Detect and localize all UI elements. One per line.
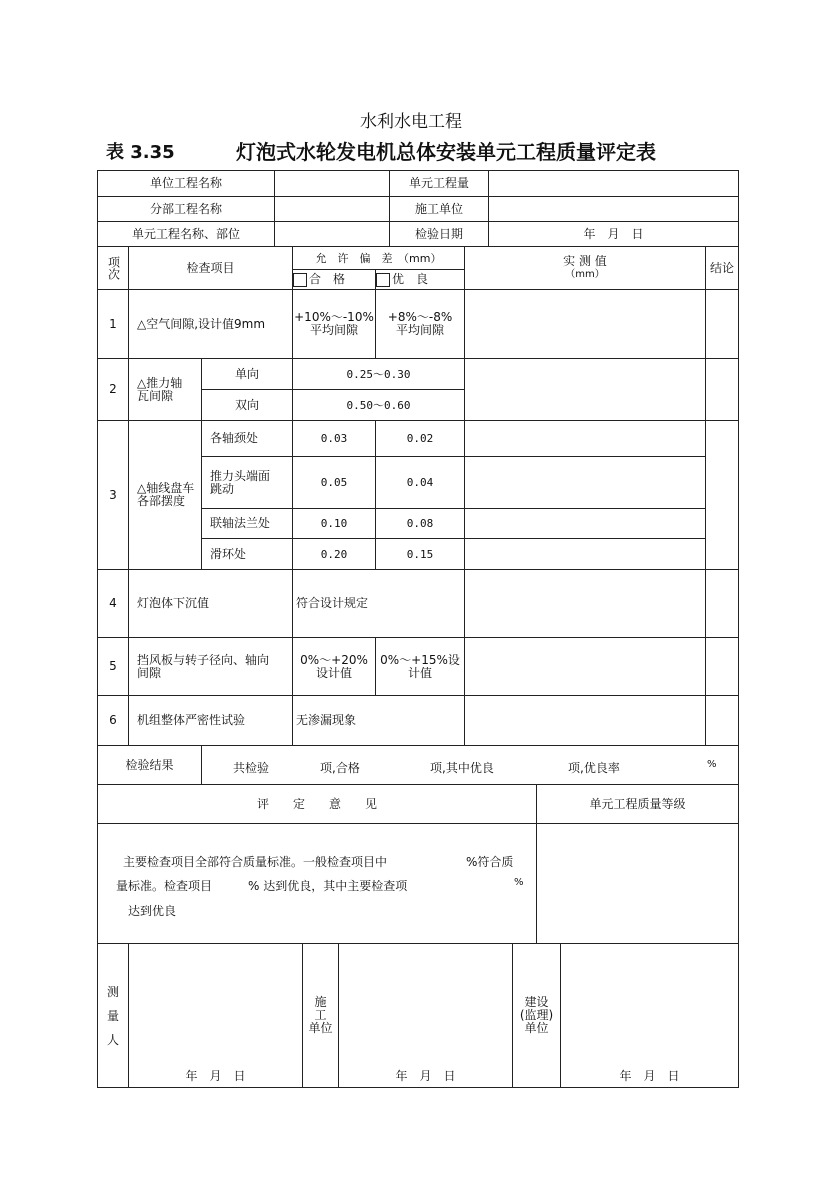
sub-item: 滑环处: [201, 538, 293, 570]
sub-item: 单向: [201, 358, 293, 390]
row-no: 2: [97, 358, 129, 421]
row-tolerance: 符合设计规定: [292, 569, 465, 638]
row-item: 灯泡体下沉值: [128, 569, 293, 638]
result-text: 项,优良率: [568, 761, 620, 775]
sub-pass: 0.03: [292, 420, 376, 457]
row-no: 5: [97, 637, 129, 696]
measured-cell[interactable]: [464, 289, 706, 359]
grade-field[interactable]: [536, 823, 739, 944]
sub-good: 0.08: [375, 508, 465, 539]
sub-good: 0.04: [375, 456, 465, 509]
sub-pass: 0.20: [292, 538, 376, 570]
measured-label: 实 测 值: [563, 254, 607, 268]
form-title: 灯泡式水轮发电机总体安装单元工程质量评定表: [236, 140, 656, 164]
measured-cell[interactable]: [464, 695, 706, 746]
conclusion-cell[interactable]: [705, 420, 739, 570]
surveyor-sign-field[interactable]: [128, 943, 303, 1088]
row-item: 挡风板与转子径向、轴向间隙: [128, 637, 293, 696]
sub-value: 0.25～0.30: [292, 358, 465, 390]
conclusion-cell[interactable]: [705, 569, 739, 638]
opinion-text: 达到优良: [128, 904, 177, 918]
row-good: 0%～+15%设计值: [375, 637, 465, 696]
sub-pass: 0.10: [292, 508, 376, 539]
unit-quantity-label: 单元工程量: [389, 170, 489, 197]
contractor-label: 施工单位: [389, 196, 489, 222]
inspect-date-field[interactable]: 年 月 日: [488, 221, 739, 247]
measured-cell[interactable]: [464, 637, 706, 696]
row-item: △空气间隙,设计值9mm: [128, 289, 293, 359]
measured-unit: （mm）: [565, 269, 605, 280]
sub-good: 0.15: [375, 538, 465, 570]
element-label: 单元工程名称、部位: [97, 221, 275, 247]
date-label: 年 月 日: [619, 1069, 680, 1083]
sub-good: 0.02: [375, 420, 465, 457]
col-item: 检查项目: [128, 246, 293, 290]
supervisor-sign-label: 建设 (监理) 单位: [512, 943, 561, 1088]
measured-cell[interactable]: [464, 420, 706, 457]
col-pass[interactable]: [292, 269, 376, 290]
sub-project-field[interactable]: [274, 196, 390, 222]
conclusion-cell[interactable]: [705, 695, 739, 746]
unit-project-field[interactable]: [274, 170, 390, 197]
col-no: 项次: [97, 246, 129, 290]
col-good[interactable]: [375, 269, 465, 290]
date-label: 年 月 日: [185, 1069, 246, 1083]
sub-item: 推力头端面跳动: [201, 456, 293, 509]
row-no: 1: [97, 289, 129, 359]
org-title: 水利水电工程: [360, 112, 462, 132]
result-text: 项,合格: [320, 761, 360, 775]
contractor-field[interactable]: [488, 196, 739, 222]
measured-cell[interactable]: [464, 508, 706, 539]
sub-project-label: 分部工程名称: [97, 196, 275, 222]
table-number: 表 3.35: [106, 142, 175, 163]
opinion-text: 量标准。检查项目: [116, 879, 213, 893]
row-good: +8%～-8% 平均间隙: [375, 289, 465, 359]
row-item: △推力轴瓦间隙: [128, 358, 202, 421]
result-text: 项,其中优良: [430, 761, 494, 775]
sub-item: 各轴颈处: [201, 420, 293, 457]
date-label: 年 月 日: [395, 1069, 456, 1083]
conclusion-cell[interactable]: [705, 358, 739, 421]
good-checkbox[interactable]: [376, 273, 390, 287]
measured-cell[interactable]: [464, 456, 706, 509]
result-label: 检验结果: [97, 745, 202, 785]
row-tolerance: 无渗漏现象: [292, 695, 465, 746]
opinion-text: %: [514, 877, 524, 888]
contractor-sign-field[interactable]: [338, 943, 513, 1088]
result-text: %: [707, 759, 717, 770]
sub-item: 联轴法兰处: [201, 508, 293, 539]
opinion-text: 主要检查项目全部符合质量标准。一般检查项目中: [123, 855, 388, 869]
sub-value: 0.50～0.60: [292, 389, 465, 421]
opinion-text: %符合质: [466, 855, 514, 869]
conclusion-cell[interactable]: [705, 637, 739, 696]
row-pass: 0%～+20%设计值: [292, 637, 376, 696]
row-no: 4: [97, 569, 129, 638]
grade-label: 单元工程质量等级: [536, 784, 739, 824]
good-label: 优 良: [392, 272, 429, 286]
opinion-label: 评 定 意 见: [97, 784, 537, 824]
col-tolerance: 允 许 偏 差 （mm）: [292, 246, 465, 270]
measured-cell[interactable]: [464, 538, 706, 570]
pass-checkbox[interactable]: [293, 273, 307, 287]
col-measured: [464, 246, 706, 290]
conclusion-cell[interactable]: [705, 289, 739, 359]
inspect-date-label: 检验日期: [389, 221, 489, 247]
supervisor-sign-field[interactable]: [560, 943, 739, 1088]
opinion-text: % 达到优良，其中主要检查项: [248, 879, 408, 893]
measured-cell[interactable]: [464, 569, 706, 638]
result-text: 共检验: [233, 761, 270, 775]
unit-quantity-field[interactable]: [488, 170, 739, 197]
unit-project-label: 单位工程名称: [97, 170, 275, 197]
col-conclusion: 结论: [705, 246, 739, 290]
row-pass: +10%～-10% 平均间隙: [292, 289, 376, 359]
row-item: 机组整体严密性试验: [128, 695, 293, 746]
contractor-sign-label: 施 工 单位: [302, 943, 339, 1088]
sub-item: 双向: [201, 389, 293, 421]
measured-cell[interactable]: [464, 358, 706, 421]
row-no: 6: [97, 695, 129, 746]
row-no: 3: [97, 420, 129, 570]
pass-label: 合 格: [309, 272, 346, 286]
element-field[interactable]: [274, 221, 390, 247]
row-item: △轴线盘车各部摆度: [128, 420, 202, 570]
surveyor-label: 测 量 人: [97, 943, 129, 1088]
sub-pass: 0.05: [292, 456, 376, 509]
